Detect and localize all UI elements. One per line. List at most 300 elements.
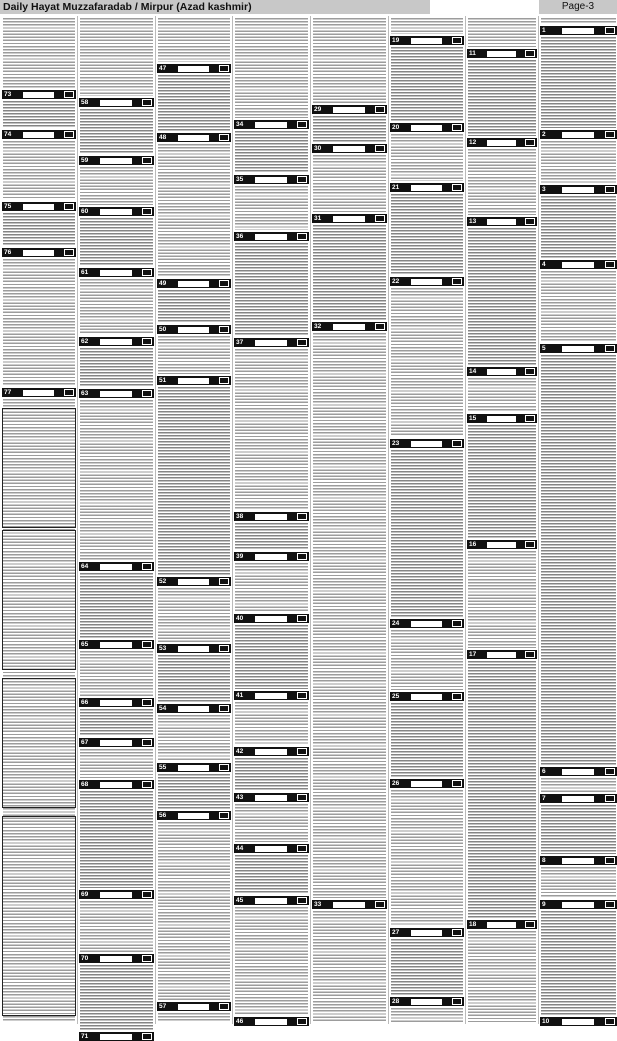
ad-logo-icon [219, 65, 229, 72]
ad-number: 36 [236, 233, 244, 240]
ad-logo-icon [219, 764, 229, 771]
classified-ad-text [468, 228, 536, 365]
ad-blank-box [411, 441, 442, 447]
classified-ad-text [235, 349, 308, 510]
ad-blank-box [255, 177, 287, 183]
ad-blank-box [562, 28, 594, 34]
ad-blank-box [100, 339, 132, 345]
ad-logo-icon [142, 99, 152, 106]
ad-number: 54 [159, 705, 167, 712]
ad-logo-icon [219, 1003, 229, 1010]
ad-logo-icon [605, 27, 615, 34]
ad-blank-box [23, 92, 54, 98]
classified-ad-text [391, 288, 463, 437]
classified-ad-text [235, 186, 308, 230]
ad-blank-box [178, 135, 209, 141]
ad-logo-icon [219, 705, 229, 712]
ad-blank-box [255, 514, 287, 520]
classified-ad-text [313, 225, 386, 320]
column-divider [77, 16, 78, 1024]
ad-number-bar [467, 650, 537, 659]
ad-number-bar [540, 900, 617, 909]
ad-number: 67 [81, 739, 89, 746]
ad-logo-icon [64, 249, 74, 256]
classified-ad-text [158, 715, 230, 761]
ad-blank-box [562, 132, 594, 138]
ad-blank-box [178, 579, 209, 585]
legal-notice-box [2, 678, 76, 808]
ad-number: 33 [314, 901, 322, 908]
ad-number: 61 [81, 269, 89, 276]
ad-logo-icon [452, 37, 462, 44]
ad-logo-icon [142, 269, 152, 276]
classified-ad-text [468, 425, 536, 538]
ad-number: 12 [469, 139, 477, 146]
column-4 [234, 16, 309, 1024]
ad-number: 71 [81, 1033, 89, 1040]
ad-number-bar [79, 389, 154, 398]
ad-number: 6 [542, 768, 546, 775]
ad-number: 75 [4, 203, 12, 210]
column-8 [540, 16, 617, 1024]
column-7 [467, 16, 537, 1024]
ad-number-bar [2, 248, 76, 257]
ad-number-bar [234, 747, 309, 756]
classified-ad-text [80, 573, 153, 638]
ad-logo-icon [375, 901, 385, 908]
ad-logo-icon [452, 929, 462, 936]
column-divider [232, 16, 233, 1024]
ad-number-bar [157, 704, 231, 713]
ad-logo-icon [142, 1033, 152, 1040]
classified-ad-text [468, 661, 536, 918]
classified-ad-text [313, 116, 386, 142]
ad-number-bar [390, 36, 464, 45]
ad-blank-box [23, 204, 54, 210]
ad-number: 18 [469, 921, 477, 928]
ad-blank-box [255, 693, 287, 699]
ad-blank-box [411, 185, 442, 191]
ad-blank-box [100, 391, 132, 397]
ad-blank-box [23, 390, 54, 396]
ad-number-bar [312, 105, 387, 114]
ad-number-bar [157, 763, 231, 772]
ad-logo-icon [525, 218, 535, 225]
ad-blank-box [255, 340, 287, 346]
ad-logo-icon [64, 203, 74, 210]
ad-number: 64 [81, 563, 89, 570]
ad-number-bar [79, 98, 154, 107]
ad-blank-box [100, 564, 132, 570]
column-3 [157, 16, 231, 1024]
classified-ad-text [3, 18, 75, 88]
classified-ad-text [541, 778, 616, 792]
ad-blank-box [562, 1019, 594, 1025]
classified-ad-text [391, 134, 463, 181]
classified-ad-text [235, 907, 308, 1015]
classified-ad-text [235, 131, 308, 173]
ad-blank-box [333, 107, 365, 113]
classified-ad-text [391, 1008, 463, 1022]
ad-blank-box [100, 1034, 132, 1040]
ad-logo-icon [219, 280, 229, 287]
ad-number: 5 [542, 345, 546, 352]
classified-ad-text [235, 758, 308, 791]
ad-blank-box [411, 999, 442, 1005]
ad-logo-icon [297, 748, 307, 755]
column-2 [79, 16, 154, 1040]
column-6 [390, 16, 464, 1024]
classified-ad-text [391, 703, 463, 777]
ad-blank-box [100, 956, 132, 962]
ad-logo-icon [297, 692, 307, 699]
ad-logo-icon [64, 389, 74, 396]
ad-number: 40 [236, 615, 244, 622]
ad-blank-box [100, 158, 132, 164]
ad-number-bar [157, 577, 231, 586]
ad-logo-icon [375, 323, 385, 330]
ad-logo-icon [452, 693, 462, 700]
classified-ad-text [158, 822, 230, 1000]
ad-blank-box [411, 930, 442, 936]
ad-blank-box [255, 1019, 287, 1025]
ad-number: 19 [392, 37, 400, 44]
classified-ad-text [80, 709, 153, 736]
ad-logo-icon [605, 186, 615, 193]
ad-number: 73 [4, 91, 12, 98]
ad-number: 4 [542, 261, 546, 268]
classified-ad-text [391, 939, 463, 995]
classified-ad-text [235, 855, 308, 894]
classified-ad-text [158, 290, 230, 323]
ad-number-bar [540, 344, 617, 353]
ad-number-bar [540, 767, 617, 776]
ad-logo-icon [525, 139, 535, 146]
ad-number: 49 [159, 280, 167, 287]
classified-ad-text [235, 523, 308, 550]
ad-number: 47 [159, 65, 167, 72]
ad-logo-icon [219, 134, 229, 141]
ad-logo-icon [297, 1018, 307, 1025]
ad-logo-icon [297, 897, 307, 904]
classified-ad-text [80, 651, 153, 696]
ad-number: 50 [159, 326, 167, 333]
ad-blank-box [562, 187, 594, 193]
ad-logo-icon [297, 794, 307, 801]
classified-ad-text [468, 149, 536, 215]
ad-number-bar [157, 325, 231, 334]
classified-ad-text [541, 867, 616, 898]
ad-number: 53 [159, 645, 167, 652]
classified-ad-text [158, 588, 230, 642]
ad-number: 16 [469, 541, 477, 548]
ad-number: 9 [542, 901, 546, 908]
classified-ad-text [468, 931, 536, 1022]
ad-logo-icon [605, 345, 615, 352]
ad-number-bar [234, 175, 309, 184]
page-number: Page-3 [539, 0, 617, 14]
ad-blank-box [100, 740, 132, 746]
ad-number: 11 [469, 50, 476, 57]
ad-number: 70 [81, 955, 89, 962]
ad-number: 29 [314, 106, 322, 113]
classified-ad-text [391, 18, 463, 34]
ad-blank-box [255, 795, 287, 801]
classified-ad-text [235, 243, 308, 336]
ad-number: 76 [4, 249, 12, 256]
ad-blank-box [411, 38, 442, 44]
column-5 [312, 16, 387, 1024]
ad-number: 58 [81, 99, 89, 106]
ad-blank-box [23, 250, 54, 256]
ad-blank-box [562, 858, 594, 864]
classified-ad-text [3, 101, 75, 128]
ad-number-bar [312, 322, 387, 331]
classified-ad-text [541, 141, 616, 183]
ad-blank-box [487, 51, 516, 57]
ad-number-bar [540, 26, 617, 35]
ad-logo-icon [525, 50, 535, 57]
ad-blank-box [178, 327, 209, 333]
ad-blank-box [255, 554, 287, 560]
ad-number: 25 [392, 693, 400, 700]
ad-number-bar [467, 414, 537, 423]
classified-ad-text [235, 18, 308, 118]
ad-number-bar [234, 512, 309, 521]
ad-number-bar [234, 232, 309, 241]
classified-ad-text [158, 144, 230, 277]
ad-number: 51 [159, 377, 167, 384]
ad-number: 68 [81, 781, 89, 788]
ad-blank-box [562, 796, 594, 802]
ad-logo-icon [525, 415, 535, 422]
ad-blank-box [178, 281, 209, 287]
ad-blank-box [255, 898, 287, 904]
ad-number: 20 [392, 124, 400, 131]
ad-number: 15 [469, 415, 477, 422]
ad-number: 46 [236, 1018, 244, 1025]
ad-number-bar [390, 692, 464, 701]
ad-blank-box [562, 346, 594, 352]
ad-blank-box [487, 922, 516, 928]
column-divider [310, 16, 311, 1024]
ad-number-bar [467, 138, 537, 147]
ad-number: 69 [81, 891, 89, 898]
ad-logo-icon [142, 338, 152, 345]
classified-ad-text [80, 18, 153, 96]
ad-number-bar [390, 123, 464, 132]
classified-ad-text [391, 450, 463, 617]
ad-number-bar [312, 214, 387, 223]
ad-number: 8 [542, 857, 546, 864]
ad-logo-icon [452, 780, 462, 787]
ad-blank-box [333, 324, 365, 330]
ad-blank-box [100, 700, 132, 706]
ad-number: 27 [392, 929, 400, 936]
classified-ad-text [468, 378, 536, 412]
ad-blank-box [487, 652, 516, 658]
legal-notice-box [2, 408, 76, 528]
classified-ad-text [158, 18, 230, 62]
ad-logo-icon [605, 131, 615, 138]
ad-blank-box [23, 132, 54, 138]
classified-ad-text [80, 348, 153, 387]
ad-logo-icon [452, 278, 462, 285]
ad-number-bar [234, 552, 309, 561]
ad-number-bar [2, 388, 76, 397]
ad-number: 2 [542, 131, 546, 138]
ad-number: 26 [392, 780, 400, 787]
ad-number-bar [540, 185, 617, 194]
classified-ad-text [541, 271, 616, 342]
ad-number-bar [234, 120, 309, 129]
ad-number: 21 [392, 184, 400, 191]
ad-logo-icon [525, 651, 535, 658]
ad-number-bar [157, 64, 231, 73]
ad-logo-icon [142, 641, 152, 648]
classified-ad-text [541, 355, 616, 765]
ad-number: 45 [236, 897, 244, 904]
ad-number: 44 [236, 845, 244, 852]
ad-blank-box [411, 781, 442, 787]
ad-logo-icon [297, 339, 307, 346]
classified-ad-text [158, 1013, 230, 1022]
ad-number: 39 [236, 553, 244, 560]
classified-ad-text [235, 625, 308, 689]
ad-number-bar [79, 954, 154, 963]
ad-number: 42 [236, 748, 244, 755]
ad-logo-icon [605, 768, 615, 775]
classified-ad-text [541, 805, 616, 854]
classified-ad-text [468, 551, 536, 648]
ad-logo-icon [64, 91, 74, 98]
ad-number-bar [390, 997, 464, 1006]
classified-ad-text [158, 387, 230, 575]
classified-ad-text [80, 279, 153, 335]
column-divider [465, 16, 466, 1024]
ad-number: 60 [81, 208, 89, 215]
ad-number-bar [157, 811, 231, 820]
ad-number-bar [467, 49, 537, 58]
ad-logo-icon [452, 998, 462, 1005]
ad-number: 22 [392, 278, 400, 285]
ad-logo-icon [142, 781, 152, 788]
ad-number: 52 [159, 578, 167, 585]
ad-number-bar [390, 277, 464, 286]
ad-logo-icon [605, 857, 615, 864]
ad-logo-icon [452, 440, 462, 447]
ad-number-bar [540, 260, 617, 269]
ad-blank-box [100, 209, 132, 215]
classified-ad-text [541, 18, 616, 24]
ad-number-bar [234, 896, 309, 905]
ad-blank-box [487, 219, 516, 225]
ad-number-bar [2, 130, 76, 139]
classified-ad-text [541, 37, 616, 128]
classified-ad-text [313, 18, 386, 103]
ad-number-bar [390, 619, 464, 628]
ad-logo-icon [375, 215, 385, 222]
ad-number-bar [157, 1002, 231, 1011]
ad-number-bar [157, 279, 231, 288]
ad-number: 65 [81, 641, 89, 648]
ad-blank-box [487, 542, 516, 548]
classified-ad-text [235, 702, 308, 745]
ad-number: 62 [81, 338, 89, 345]
ad-logo-icon [142, 891, 152, 898]
ad-blank-box [411, 125, 442, 131]
classified-ad-text [80, 965, 153, 1030]
ad-number-bar [467, 920, 537, 929]
ad-number: 38 [236, 513, 244, 520]
column-divider [155, 16, 156, 1024]
column-divider [538, 16, 539, 1024]
ad-number-bar [234, 1017, 309, 1026]
classified-ad-text [313, 155, 386, 212]
ad-logo-icon [525, 921, 535, 928]
classified-ad-text [313, 333, 386, 898]
ad-blank-box [333, 216, 365, 222]
ad-logo-icon [605, 1018, 615, 1025]
ad-number-bar [234, 793, 309, 802]
ad-number-bar [79, 156, 154, 165]
ad-blank-box [562, 769, 594, 775]
ad-number: 14 [469, 368, 477, 375]
ad-logo-icon [605, 795, 615, 802]
ad-number: 34 [236, 121, 244, 128]
ad-logo-icon [219, 645, 229, 652]
ad-logo-icon [142, 390, 152, 397]
ad-blank-box [562, 902, 594, 908]
ad-blank-box [255, 234, 287, 240]
legal-notice-box [2, 530, 76, 670]
ad-logo-icon [219, 326, 229, 333]
ad-blank-box [411, 279, 442, 285]
ad-blank-box [178, 813, 209, 819]
classified-ad-text [313, 911, 386, 1022]
ad-logo-icon [297, 845, 307, 852]
ad-number: 55 [159, 764, 167, 771]
classified-ad-text [235, 563, 308, 612]
ad-number-bar [157, 133, 231, 142]
ad-number: 3 [542, 186, 546, 193]
ad-blank-box [411, 621, 442, 627]
ad-logo-icon [297, 513, 307, 520]
classified-ad-text [80, 167, 153, 205]
ad-blank-box [100, 782, 132, 788]
newspaper-title: Daily Hayat Muzzafaradab / Mirpur (Azad kashmir) [0, 0, 430, 14]
ad-logo-icon [142, 208, 152, 215]
ad-logo-icon [297, 553, 307, 560]
ad-logo-icon [375, 145, 385, 152]
ad-number-bar [234, 844, 309, 853]
ad-blank-box [178, 1004, 209, 1010]
ad-number-bar [467, 540, 537, 549]
ad-logo-icon [605, 261, 615, 268]
ad-blank-box [487, 369, 516, 375]
ad-number: 23 [392, 440, 400, 447]
classified-ad-text [80, 901, 153, 952]
ad-number: 41 [236, 692, 244, 699]
ad-number: 13 [469, 218, 477, 225]
ad-blank-box [255, 616, 287, 622]
ad-logo-icon [297, 121, 307, 128]
ad-logo-icon [142, 739, 152, 746]
ad-number-bar [79, 780, 154, 789]
ad-number-bar [79, 207, 154, 216]
ad-number-bar [390, 439, 464, 448]
ad-blank-box [333, 146, 365, 152]
